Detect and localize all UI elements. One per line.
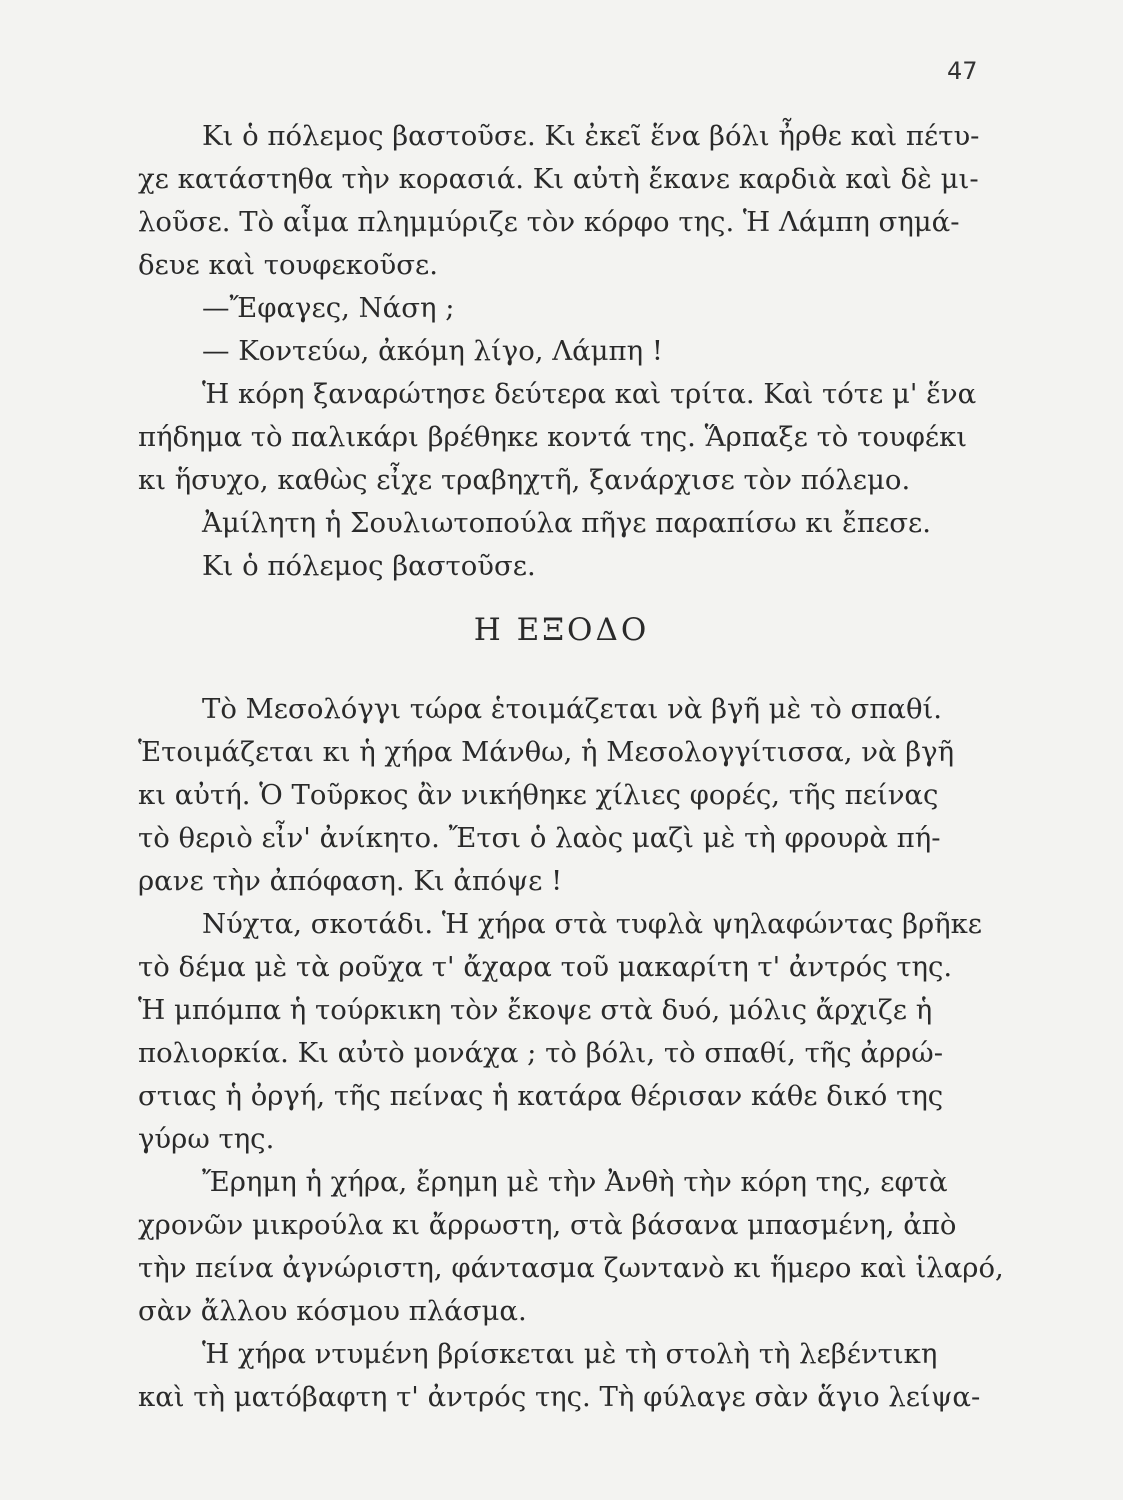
text-line: Κι ὁ πόλεμος βαστοῦσε. (202, 550, 536, 582)
text-line: στιας ἡ ὀργή, τῆς πείνας ἡ κατάρα θέρισαν κάθε δικό της (138, 1080, 944, 1112)
text-line: χε κατάστηθα τὴν κορασιά. Κι αὐτὴ ἔκανε καρδιὰ καὶ δὲ μι- (138, 163, 979, 195)
text-line: Ἑτοιμάζεται κι ἡ χήρα Μάνθω, ἡ Μεσολογγίτισσα, νὰ βγῆ (138, 736, 955, 768)
text-line: καὶ τὴ ματόβαφτη τ' ἀντρός της. Τὴ φύλαγε σὰν ἅγιο λείψα- (138, 1381, 981, 1413)
text-line: τὴν πείνα ἀγνώριστη, φάντασμα ζωντανὸ κι ἥμερο καὶ ἱλαρό, (138, 1252, 1004, 1284)
text-line: Ἡ κόρη ξαναρώτησε δεύτερα καὶ τρίτα. Καὶ τότε μ' ἕνα (202, 378, 977, 410)
text-line: Ἀμίλητη ἡ Σουλιωτοπούλα πῆγε παραπίσω κι ἔπεσε. (202, 507, 931, 539)
text-line: Κι ὁ πόλεμος βαστοῦσε. Κι ἐκεῖ ἕνα βόλι ἦρθε καὶ πέτυ- (202, 120, 980, 152)
section-heading: Η ΕΞΟΔΟ (473, 612, 650, 648)
text-line: πήδημα τὸ παλικάρι βρέθηκε κοντά της. Ἅρπαξε τὸ τουφέκι (138, 421, 968, 453)
dialogue-line: —Ἔφαγες, Νάση ; (202, 292, 455, 324)
text-line: χρονῶν μικρούλα κι ἄρρωστη, στὰ βάσανα μπασμένη, ἀπὸ (138, 1209, 957, 1241)
text-line: Ἡ χήρα ντυμένη βρίσκεται μὲ τὴ στολὴ τὴ λεβέντικη (202, 1338, 938, 1370)
text-line: λοῦσε. Τὸ αἷμα πλημμύριζε τὸν κόρφο της. Ἡ Λάμπη σημά- (138, 206, 960, 238)
text-line: δευε καὶ τουφεκοῦσε. (138, 249, 439, 281)
text-line: κι ἥσυχο, καθὼς εἶχε τραβηχτῆ, ξανάρχισε τὸν πόλεμο. (138, 464, 911, 496)
section-2-text (138, 688, 1004, 1419)
page-number: 47 (947, 57, 978, 85)
text-line: γύρω της. (138, 1123, 275, 1155)
text-line: σὰν ἄλλου κόσμου πλάσμα. (138, 1295, 527, 1327)
text-line: πολιορκία. Κι αὐτὸ μονάχα ; τὸ βόλι, τὸ σπαθί, τῆς ἀρρώ- (138, 1037, 944, 1069)
text-line: τὸ δέμα μὲ τὰ ροῦχα τ' ἄχαρα τοῦ μακαρίτη τ' ἀντρός της. (138, 951, 953, 983)
text-line: ρανε τὴν ἀπόφαση. Κι ἀπόψε ! (138, 865, 563, 897)
text-line: Ἔρημη ἡ χήρα, ἔρημη μὲ τὴν Ἀνθὴ τὴν κόρη της, εφτὰ (202, 1166, 948, 1198)
text-line: Τὸ Μεσολόγγι τώρα ἑτοιμάζεται νὰ βγῆ μὲ τὸ σπαθί. (202, 693, 943, 725)
text-line: Ἡ μπόμπα ἡ τούρκικη τὸν ἔκοψε στὰ δυό, μόλις ἄρχιζε ἡ (138, 994, 933, 1026)
text-line: κι αὐτή. Ὁ Τοῦρκος ἂν νικήθηκε χίλιες φορές, τῆς πείνας (138, 779, 939, 811)
text-line: Νύχτα, σκοτάδι. Ἡ χήρα στὰ τυφλὰ ψηλαφώντας βρῆκε (202, 908, 983, 940)
dialogue-line: — Κοντεύω, ἀκόμη λίγο, Λάμπη ! (202, 335, 663, 367)
text-line: τὸ θεριὸ εἶν' ἀνίκητο. Ἔτσι ὁ λαὸς μαζὶ μὲ τὴ φρουρὰ πή- (138, 822, 941, 854)
section-1-text (138, 115, 988, 588)
